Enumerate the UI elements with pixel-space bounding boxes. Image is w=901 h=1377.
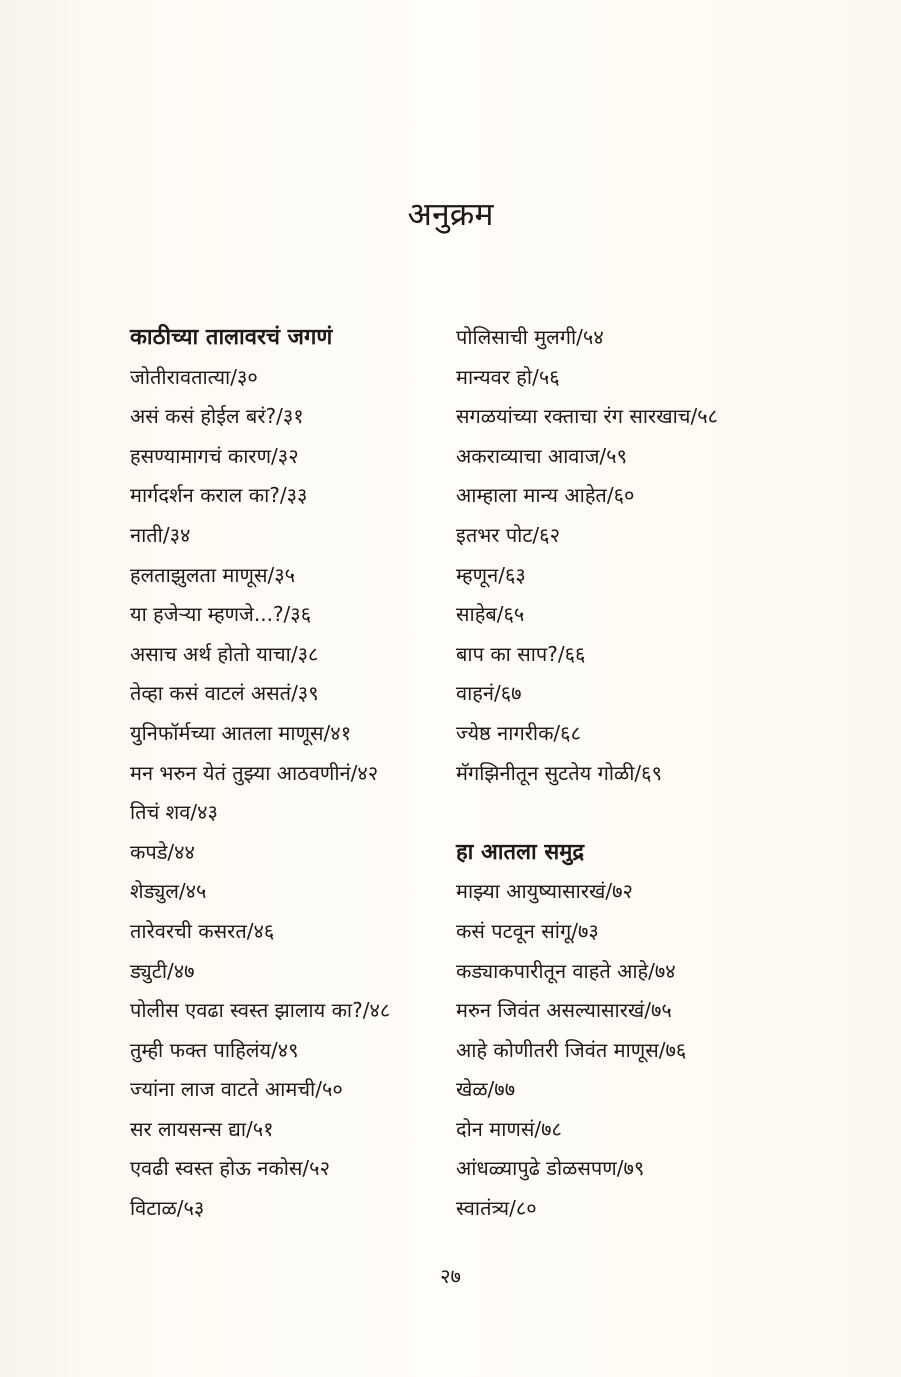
toc-entry: मन भरुन येतं तुझ्या आठवणीनं/४२ [130,760,379,785]
toc-entry: ज्यांना लाज वाटते आमची/५० [130,1077,343,1102]
page-number: २७ [440,1264,461,1288]
toc-entry: माझ्या आयुष्यासारखं/७२ [456,879,633,904]
toc-entry: कसं पटवून सांगू/७३ [456,918,599,943]
toc-entry: ज्येष्ठ नागरीक/६८ [456,720,581,745]
toc-entry: कड्याकपारीतून वाहते आहे/७४ [456,958,676,983]
toc-entry: अकराव्याचा आवाज/५९ [456,443,627,468]
toc-entry: असाच अर्थ होतो याचा/३८ [130,641,319,666]
toc-entry: या हजेऱ्या म्हणजे...?/३६ [130,602,312,627]
section-heading: हा आतला समुद्र [456,839,585,865]
toc-entry: म्हणून/६३ [456,562,526,587]
toc-entry: बाप का साप?/६६ [456,641,586,666]
toc-entry: असं कसं होईल बरं?/३१ [130,404,304,429]
toc-entry: तुम्ही फक्त पाहिलंय/४९ [130,1037,299,1062]
toc-entry: सर लायसन्स द्या/५१ [130,1116,274,1141]
toc-right-column [456,318,718,1229]
toc-entry: स्वातंत्र्य/८० [456,1196,537,1221]
toc-entry: साहेब/६५ [456,602,525,627]
toc-entry: वाहनं/६७ [456,681,522,706]
toc-entry: इतभर पोट/६२ [456,522,560,547]
section-heading: काठीच्या तालावरचं जगणं [130,325,333,350]
toc-entry: पोलीस एवढा स्वस्त झालाय का?/४८ [130,998,391,1023]
toc-entry: खेळ/७७ [456,1077,516,1102]
toc-entry: मॅगझिनीतून सुटतेय गोळी/६९ [456,760,662,785]
toc-entry: तेव्हा कसं वाटलं असतं/३९ [130,681,319,706]
toc-entry: मान्यवर हो/५६ [456,364,560,389]
toc-entry: पोलिसाची मुलगी/५४ [456,325,604,349]
toc-entry: शेड्युल/४५ [130,879,207,904]
toc-entry: दोन माणसं/७८ [456,1116,562,1141]
toc-entry: ड्युटी/४७ [130,958,195,983]
toc-entry: सगळयांच्या रक्ताचा रंग सारखाच/५८ [456,404,718,429]
toc-entry: विटाळ/५३ [130,1196,205,1221]
toc-entry: युनिफॉर्मच्या आतला माणूस/४१ [130,720,352,745]
toc-left-column [130,318,390,1229]
toc-entry: मार्गदर्शन कराल का?/३३ [130,483,308,508]
toc-entry: नाती/३४ [130,522,191,547]
toc-entry: हसण्यामागचं कारण/३२ [130,443,299,468]
toc-entry: आहे कोणीतरी जिवंत माणूस/७६ [456,1037,687,1062]
page-title: अनुक्रम [407,195,494,233]
toc-entry: आंधळ्यापुढे डोळसपण/७९ [456,1156,645,1181]
toc-entry: मरुन जिवंत असल्यासारखं/७५ [456,998,672,1023]
toc-entry: तारेवरची कसरत/४६ [130,918,275,943]
section-spacer [456,793,718,833]
toc-entry: जोतीरावतात्या/३० [130,364,258,389]
toc-entry: एवढी स्वस्त होऊ नकोस/५२ [130,1156,330,1181]
toc-entry: कपडे/४४ [130,839,195,864]
toc-entry: हलताझुलता माणूस/३५ [130,562,296,587]
toc-entry: आम्हाला मान्य आहेत/६० [456,483,635,508]
toc-entry: तिचं शव/४३ [130,800,218,825]
